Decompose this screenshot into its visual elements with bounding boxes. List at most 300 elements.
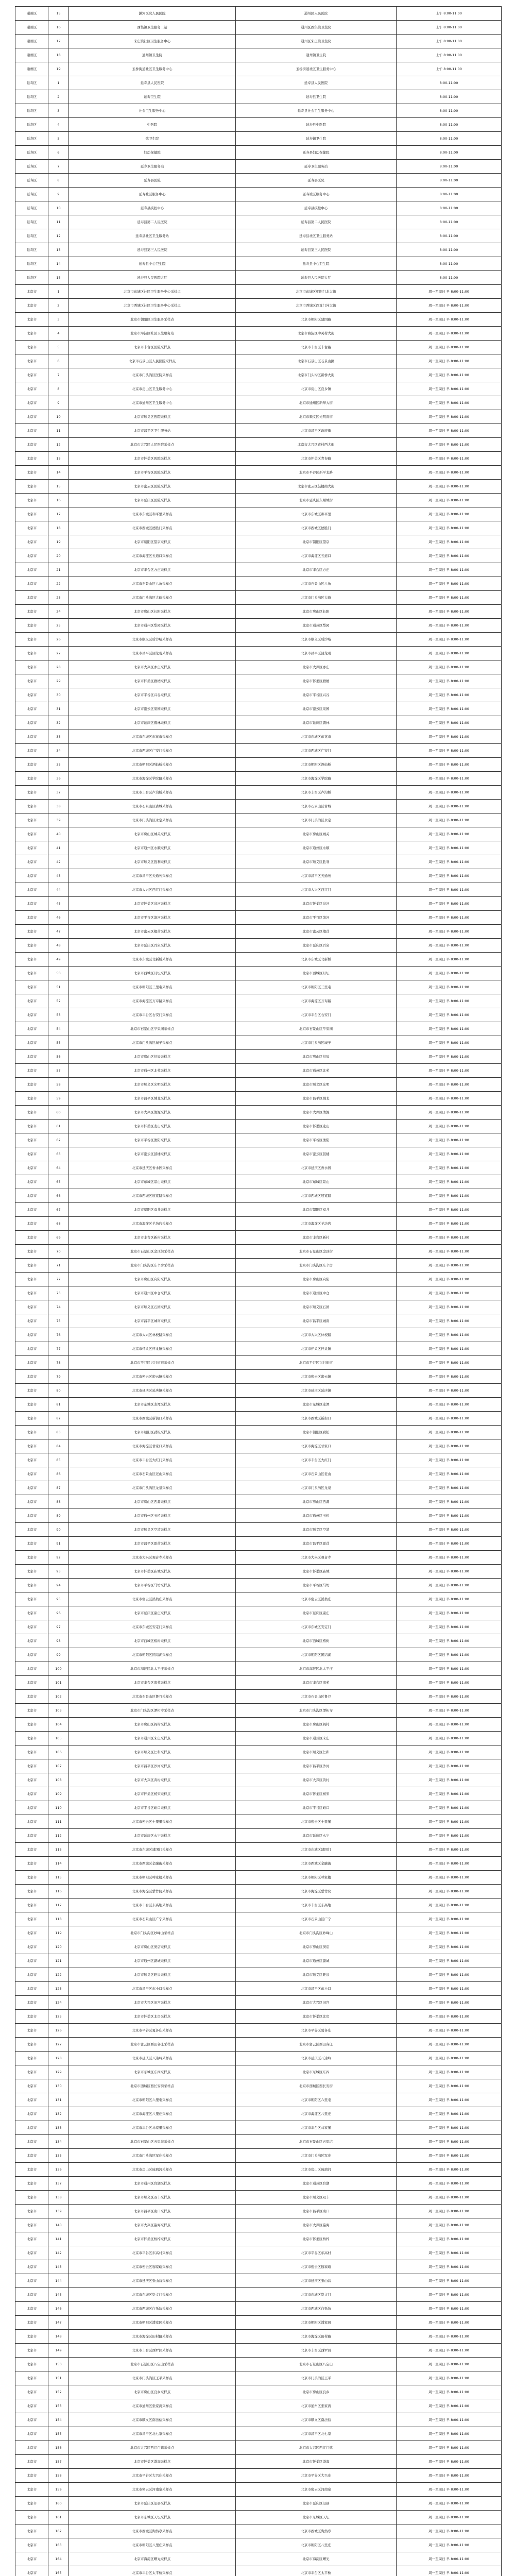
number-cell: 35 (48, 758, 69, 772)
hours-cell: 周一至周日 早 8:00-11:00 (397, 1370, 502, 1384)
hours-cell: 周一至周日 早 8:00-11:00 (397, 967, 502, 980)
district-cell: 北京市 (15, 1606, 48, 1620)
table-row (15, 980, 502, 994)
site-name-cell: 北京市海淀区万寿路采样点 (69, 994, 236, 1008)
table-row (15, 2399, 502, 2413)
district-cell: 北京市 (15, 1286, 48, 1300)
address-cell: 通州镇卫生院 (236, 48, 397, 62)
district-cell: 北京市 (15, 327, 48, 341)
address-cell: 北京市密云区鼓楼南大街 (236, 480, 397, 494)
number-cell: 3 (48, 104, 69, 118)
district-cell: 北京市 (15, 1203, 48, 1217)
district-cell: 北京市 (15, 2135, 48, 2149)
table-row (15, 1133, 502, 1147)
address-cell: 北京市通州区永顺 (236, 841, 397, 855)
number-cell: 100 (48, 1662, 69, 1676)
table-row (15, 2107, 502, 2121)
table-row (15, 1398, 502, 1412)
district-cell: 北京市 (15, 744, 48, 758)
district-cell: 北京市 (15, 1022, 48, 1036)
number-cell: 21 (48, 563, 69, 577)
address-cell: 北京市昌平区沙河 (236, 1759, 397, 1773)
site-name-cell: 北京市西城区金融街采样点 (69, 1857, 236, 1871)
address-cell: 北京市朝阳区望京 (236, 535, 397, 549)
site-name-cell: 北京市房山区城关采样点 (69, 827, 236, 841)
district-cell: 北京市 (15, 1300, 48, 1314)
table-row (15, 633, 502, 647)
hours-cell: 周一至周日 早 8:00-11:00 (397, 535, 502, 549)
hours-cell: 周一至周日 早 8:00-11:00 (397, 1203, 502, 1217)
hours-cell: 周一至周日 早 8:00-11:00 (397, 2330, 502, 2344)
hours-cell: 上午 8:00-11:00 (397, 48, 502, 62)
hours-cell: 周一至周日 早 8:00-11:00 (397, 2010, 502, 2024)
table-row (15, 368, 502, 382)
district-cell: 北京市 (15, 1829, 48, 1843)
address-cell: 北京市东城区龙潭 (236, 1398, 397, 1412)
number-cell: 124 (48, 1996, 69, 2010)
district-cell: 北京市 (15, 1773, 48, 1787)
number-cell: 138 (48, 2191, 69, 2205)
number-cell: 125 (48, 2010, 69, 2024)
number-cell: 31 (48, 702, 69, 716)
address-cell: 延寿镇卫生院 (236, 132, 397, 146)
district-cell: 北京市 (15, 2566, 48, 2576)
address-cell: 北京市门头沟区永定 (236, 814, 397, 827)
site-name-cell: 北京市西城区展览路采样点 (69, 1189, 236, 1203)
address-cell: 北京市朝阳区潘家园 (236, 2316, 397, 2330)
hours-cell: 周一至周日 早 8:00-11:00 (397, 1634, 502, 1648)
district-cell: 北京市 (15, 939, 48, 953)
address-cell: 北京市顺义区胜利 (236, 855, 397, 869)
address-cell: 北京市海淀区五道口 (236, 549, 397, 563)
number-cell: 52 (48, 994, 69, 1008)
table-row (15, 1787, 502, 1801)
district-cell: 北京市 (15, 1801, 48, 1815)
address-cell: 北京市门头沟区妙峰山 (236, 1926, 397, 1940)
site-name-cell: 北京市通州区梨园采样点 (69, 619, 236, 633)
number-cell: 163 (48, 2538, 69, 2552)
address-cell: 北京市西城区月坛 (236, 967, 397, 980)
address-cell: 北京市通州区梨园 (236, 619, 397, 633)
table-row (15, 1912, 502, 1926)
table-row (15, 591, 502, 605)
number-cell: 88 (48, 1495, 69, 1509)
number-cell: 126 (48, 2024, 69, 2038)
table-row (15, 396, 502, 410)
hours-cell: 周一至周日 早 8:00-11:00 (397, 1120, 502, 1133)
address-cell: 北京市平谷区马坊 (236, 1579, 397, 1592)
hours-cell: 周一至周日 早 8:00-11:00 (397, 2135, 502, 2149)
address-cell: 北京市房山区城关 (236, 827, 397, 841)
hours-cell: 周一至周日 早 8:00-11:00 (397, 396, 502, 410)
number-cell: 41 (48, 841, 69, 855)
number-cell: 137 (48, 2177, 69, 2191)
site-name-cell: 延寿县第三人民医院 (69, 243, 236, 257)
district-cell: 北京市 (15, 897, 48, 911)
table-row (15, 1954, 502, 1968)
table-row (15, 257, 502, 271)
district-cell: 北京市 (15, 800, 48, 814)
address-cell: 延寿县中心卫生院 (236, 257, 397, 271)
district-cell: 北京市 (15, 1050, 48, 1064)
district-cell: 北京市 (15, 1175, 48, 1189)
site-name-cell: 北京市门头沟区永定采样点 (69, 814, 236, 827)
number-cell: 39 (48, 814, 69, 827)
address-cell: 北京市东城区东花市 (236, 730, 397, 744)
table-row (15, 2511, 502, 2524)
address-cell: 北京市丰台区新村 (236, 1231, 397, 1245)
district-cell: 通州区 (15, 21, 48, 35)
table-row (15, 229, 502, 243)
district-cell: 北京市 (15, 827, 48, 841)
number-cell: 122 (48, 1968, 69, 1982)
table-row (15, 271, 502, 285)
number-cell: 11 (48, 215, 69, 229)
number-cell: 9 (48, 188, 69, 201)
site-name-cell: 北京市顺义区石园采样点 (69, 1300, 236, 1314)
number-cell: 71 (48, 1259, 69, 1273)
district-cell: 北京市 (15, 1398, 48, 1412)
site-name-cell: 北京市石景山区金顶街采样点 (69, 1245, 236, 1259)
table-row (15, 827, 502, 841)
hours-cell: 8:00-11:00 (397, 271, 502, 285)
address-cell: 北京市怀柔区龙山 (236, 1120, 397, 1133)
site-name-cell: 北京市昌平区沙河采样点 (69, 1759, 236, 1773)
site-name-cell: 北京市房山区琉璃河采样点 (69, 2163, 236, 2177)
hours-cell: 周一至周日 早 8:00-11:00 (397, 1245, 502, 1259)
district-cell: 北京市 (15, 953, 48, 967)
district-cell: 北京市 (15, 2497, 48, 2511)
district-cell: 北京市 (15, 2288, 48, 2302)
address-cell: 北京市东城区朝阳门北大街 (236, 285, 397, 299)
district-cell: 北京市 (15, 2274, 48, 2288)
hours-cell: 周一至周日 早 8:00-11:00 (397, 1662, 502, 1676)
number-cell: 9 (48, 396, 69, 410)
number-cell: 147 (48, 2316, 69, 2330)
number-cell: 98 (48, 1634, 69, 1648)
hours-cell: 周一至周日 早 8:00-11:00 (397, 1718, 502, 1732)
address-cell: 北京市丰台区马家堡 (236, 2121, 397, 2135)
address-cell: 北京市东城区天坛 (236, 2511, 397, 2524)
site-name-cell: 北京市朝阳区团结湖采样点 (69, 1648, 236, 1662)
hours-cell: 周一至周日 早 8:00-11:00 (397, 480, 502, 494)
table-row (15, 2038, 502, 2052)
number-cell: 155 (48, 2427, 69, 2441)
district-cell: 北京市 (15, 354, 48, 368)
site-name-cell: 北京市房山区良乡采样点 (69, 2385, 236, 2399)
hours-cell: 周一至周日 早 8:00-11:00 (397, 1954, 502, 1968)
district-cell: 延寿区 (15, 146, 48, 160)
district-cell: 通州区 (15, 35, 48, 48)
table-row (15, 1690, 502, 1704)
hours-cell: 周一至周日 早 8:00-11:00 (397, 869, 502, 883)
hours-cell: 周一至周日 早 8:00-11:00 (397, 2358, 502, 2371)
site-name-cell: 北京市东城区东花市采样点 (69, 730, 236, 744)
address-cell: 北京市昌平区城北 (236, 1092, 397, 1106)
site-name-cell: 北京市丰台区东高地采样点 (69, 1899, 236, 1912)
table-row (15, 911, 502, 925)
site-name-cell: 北京市密云区果园采样点 (69, 702, 236, 716)
district-cell: 北京市 (15, 2330, 48, 2344)
number-cell: 84 (48, 1439, 69, 1453)
site-name-cell: 北京市朝阳区呼家楼采样点 (69, 1871, 236, 1885)
address-cell: 北京市大兴区亦庄 (236, 660, 397, 674)
district-cell: 北京市 (15, 814, 48, 827)
district-cell: 北京市 (15, 1314, 48, 1328)
hours-cell: 周一至周日 早 8:00-11:00 (397, 2149, 502, 2163)
table-row (15, 1175, 502, 1189)
district-cell: 北京市 (15, 1342, 48, 1356)
table-row (15, 2497, 502, 2511)
address-cell: 北京市昌平区北七家 (236, 2427, 397, 2441)
number-cell: 143 (48, 2260, 69, 2274)
table-row (15, 1342, 502, 1356)
hours-cell: 周一至周日 早 8:00-11:00 (397, 494, 502, 507)
hours-cell: 周一至周日 早 8:00-11:00 (397, 354, 502, 368)
table-row (15, 1467, 502, 1481)
hours-cell: 周一至周日 早 8:00-11:00 (397, 786, 502, 800)
site-name-cell: 北京市昌平区城北采样点 (69, 1092, 236, 1106)
site-name-cell: 北京市密云区医院采样点 (69, 480, 236, 494)
site-name-cell: 北京市房山区卫生服务中心 (69, 382, 236, 396)
table-row (15, 1968, 502, 1982)
site-name-cell: 北京市昌平区城南采样点 (69, 1314, 236, 1328)
site-name-cell: 北京市丰台区卢沟桥采样点 (69, 786, 236, 800)
number-cell: 89 (48, 1509, 69, 1523)
district-cell: 北京市 (15, 285, 48, 299)
hours-cell: 周一至周日 早 8:00-11:00 (397, 1286, 502, 1300)
number-cell: 5 (48, 132, 69, 146)
district-cell: 北京市 (15, 1565, 48, 1579)
hours-cell: 周一至周日 早 8:00-11:00 (397, 841, 502, 855)
hours-cell: 周一至周日 早 8:00-11:00 (397, 1106, 502, 1120)
hours-cell: 周一至周日 早 8:00-11:00 (397, 1050, 502, 1064)
site-name-cell: 北京市石景山区八角采样点 (69, 577, 236, 591)
hours-cell: 周一至周日 早 8:00-11:00 (397, 1592, 502, 1606)
site-name-cell: 北京市石景山区五里坨采样点 (69, 2135, 236, 2149)
number-cell: 99 (48, 1648, 69, 1662)
table-row (15, 786, 502, 800)
hours-cell: 周一至周日 早 8:00-11:00 (397, 2093, 502, 2107)
hours-cell: 周一至周日 早 8:00-11:00 (397, 716, 502, 730)
number-cell: 48 (48, 939, 69, 953)
district-cell: 延寿区 (15, 132, 48, 146)
district-cell: 北京市 (15, 1120, 48, 1133)
hours-cell: 周一至周日 早 8:00-11:00 (397, 2205, 502, 2218)
site-name-cell: 北京市丰台区南苑采样点 (69, 1676, 236, 1690)
number-cell: 82 (48, 1412, 69, 1426)
district-cell: 北京市 (15, 299, 48, 313)
site-name-cell: 北京市海淀区五道口采样点 (69, 549, 236, 563)
hours-cell: 周一至周日 早 8:00-11:00 (397, 1008, 502, 1022)
site-name-cell: 北京市延庆区儒林采样点 (69, 716, 236, 730)
table-row (15, 1481, 502, 1495)
number-cell: 17 (48, 35, 69, 48)
number-cell: 42 (48, 855, 69, 869)
hours-cell: 周一至周日 早 8:00-11:00 (397, 1398, 502, 1412)
hours-cell: 周一至周日 早 8:00-11:00 (397, 2413, 502, 2427)
number-cell: 33 (48, 730, 69, 744)
table-row (15, 1579, 502, 1592)
address-cell: 通州区人民医院 (236, 7, 397, 21)
number-cell: 12 (48, 438, 69, 452)
district-cell: 北京市 (15, 716, 48, 730)
district-cell: 延寿区 (15, 174, 48, 188)
number-cell: 78 (48, 1356, 69, 1370)
hours-cell: 周一至周日 早 8:00-11:00 (397, 2511, 502, 2524)
site-name-cell: 中医院 (69, 118, 236, 132)
address-cell: 北京市房山区向阳 (236, 1273, 397, 1286)
address-cell: 北京市平谷区渔阳 (236, 1133, 397, 1147)
table-row (15, 2052, 502, 2065)
number-cell: 106 (48, 1745, 69, 1759)
address-cell: 延寿县人民医院 (236, 76, 397, 90)
site-name-cell: 北京市怀柔区渤海采样点 (69, 2455, 236, 2469)
number-cell: 151 (48, 2371, 69, 2385)
district-cell: 北京市 (15, 2469, 48, 2483)
number-cell: 15 (48, 480, 69, 494)
address-cell: 北京市延庆区儒林 (236, 716, 397, 730)
district-cell: 通州区 (15, 48, 48, 62)
district-cell: 北京市 (15, 2010, 48, 2024)
address-cell: 北京市东城区建国门 (236, 1843, 397, 1857)
hours-cell: 周一至周日 早 8:00-11:00 (397, 772, 502, 786)
district-cell: 北京市 (15, 2441, 48, 2455)
table-row (15, 1300, 502, 1314)
address-cell: 北京市平谷区滨河 (236, 911, 397, 925)
district-cell: 北京市 (15, 2205, 48, 2218)
hours-cell: 周一至周日 早 8:00-11:00 (397, 2065, 502, 2079)
district-cell: 北京市 (15, 1147, 48, 1161)
number-cell: 120 (48, 1940, 69, 1954)
hours-cell: 周一至周日 早 8:00-11:00 (397, 688, 502, 702)
address-cell: 北京市海淀区田村路 (236, 2330, 397, 2344)
site-name-cell: 北京市密云区十里堡采样点 (69, 1815, 236, 1829)
address-cell: 北京市大兴区清源 (236, 1106, 397, 1120)
table-row (15, 1286, 502, 1300)
site-name-cell: 北京市怀柔区医院采样点 (69, 452, 236, 466)
hours-cell: 周一至周日 早 8:00-11:00 (397, 1412, 502, 1426)
hours-cell: 周一至周日 早 8:00-11:00 (397, 1551, 502, 1565)
district-cell: 北京市 (15, 452, 48, 466)
table-row (15, 1606, 502, 1620)
number-cell: 81 (48, 1398, 69, 1412)
hours-cell: 周一至周日 早 8:00-11:00 (397, 1857, 502, 1871)
district-cell: 北京市 (15, 1857, 48, 1871)
site-name-cell: 北京市顺义区旺泉采样点 (69, 1968, 236, 1982)
table-row (15, 285, 502, 299)
hours-cell: 周一至周日 早 8:00-11:00 (397, 1133, 502, 1147)
table-row (15, 382, 502, 396)
number-cell: 142 (48, 2246, 69, 2260)
number-cell: 118 (48, 1912, 69, 1926)
address-cell: 北京市密云区穆家峪 (236, 2260, 397, 2274)
number-cell: 49 (48, 953, 69, 967)
address-cell: 北京市顺义区旺泉 (236, 1968, 397, 1982)
address-cell: 北京市房山区良乡 (236, 2385, 397, 2399)
district-cell: 北京市 (15, 1106, 48, 1120)
hours-cell: 周一至周日 早 8:00-11:00 (397, 1453, 502, 1467)
address-cell: 北京市怀柔区青春路 (236, 452, 397, 466)
address-cell: 北京市大兴区西红门 (236, 883, 397, 897)
address-cell: 北京市大兴区西红门镇 (236, 2441, 397, 2455)
hours-cell: 周一至周日 早 8:00-11:00 (397, 2260, 502, 2274)
table-row (15, 1940, 502, 1954)
hours-cell: 周一至周日 早 8:00-11:00 (397, 1871, 502, 1885)
number-cell: 161 (48, 2511, 69, 2524)
hours-cell: 周一至周日 早 8:00-11:00 (397, 1787, 502, 1801)
hours-cell: 周一至周日 早 8:00-11:00 (397, 507, 502, 521)
table-row (15, 1370, 502, 1384)
site-name-cell: 北京市大兴区亦庄采样点 (69, 660, 236, 674)
hours-cell: 周一至周日 早 8:00-11:00 (397, 424, 502, 438)
district-cell: 延寿区 (15, 271, 48, 285)
number-cell: 15 (48, 271, 69, 285)
hours-cell: 周一至周日 早 8:00-11:00 (397, 660, 502, 674)
table-row (15, 188, 502, 201)
table-row (15, 688, 502, 702)
number-cell: 27 (48, 647, 69, 660)
district-cell: 北京市 (15, 2413, 48, 2427)
site-name-cell: 北京市东城区崇文门采样点 (69, 2288, 236, 2302)
site-name-cell: 北京市门头沟区妙峰山采样点 (69, 1926, 236, 1940)
hours-cell: 周一至周日 早 8:00-11:00 (397, 1523, 502, 1537)
site-name-cell: 北京市石景山区八宝山采样点 (69, 2358, 236, 2371)
table-row (15, 1634, 502, 1648)
hours-cell: 周一至周日 早 8:00-11:00 (397, 1314, 502, 1328)
number-cell: 135 (48, 2149, 69, 2163)
site-name-cell: 北京市丰台区方庄采样点 (69, 563, 236, 577)
hours-cell: 周一至周日 早 8:00-11:00 (397, 883, 502, 897)
hours-cell: 8:00-11:00 (397, 201, 502, 215)
address-cell: 延寿县社会卫生服务中心 (236, 104, 397, 118)
hours-cell: 周一至周日 早 8:00-11:00 (397, 299, 502, 313)
address-cell: 北京市房山区良乡镇 (236, 382, 397, 396)
site-name-cell: 北京市门头沟区城子采样点 (69, 1036, 236, 1050)
district-cell: 通州区 (15, 62, 48, 76)
address-cell: 北京市大兴区瀛海 (236, 2218, 397, 2232)
number-cell: 43 (48, 869, 69, 883)
table-row (15, 1495, 502, 1509)
table-row (15, 1008, 502, 1022)
address-cell: 北京市昌平区城南 (236, 1314, 397, 1328)
table-row (15, 1648, 502, 1662)
table-row (15, 2385, 502, 2399)
hours-cell: 周一至周日 早 8:00-11:00 (397, 1648, 502, 1662)
district-cell: 北京市 (15, 1968, 48, 1982)
site-name-cell: 北京市海淀区羊坊店采样点 (69, 1217, 236, 1231)
site-name-cell: 北京市密云区西田各庄采样点 (69, 2038, 236, 2052)
site-name-cell: 北京市怀柔区龙山采样点 (69, 1120, 236, 1133)
hours-cell: 周一至周日 早 8:00-11:00 (397, 1189, 502, 1203)
table-row (15, 521, 502, 535)
table-row (15, 2413, 502, 2427)
district-cell: 北京市 (15, 2246, 48, 2260)
hours-cell: 周一至周日 早 8:00-11:00 (397, 1036, 502, 1050)
district-cell: 北京市 (15, 1648, 48, 1662)
district-cell: 北京市 (15, 591, 48, 605)
address-cell: 北京市顺义区南法信 (236, 2413, 397, 2427)
table-row (15, 1745, 502, 1759)
table-row (15, 2483, 502, 2497)
number-cell: 36 (48, 772, 69, 786)
table-row (15, 1022, 502, 1036)
address-cell: 北京市怀柔区渤海 (236, 2455, 397, 2469)
district-cell: 北京市 (15, 994, 48, 1008)
site-name-cell: 北京市顺义区仁和采样点 (69, 1745, 236, 1759)
site-name-cell: 北京市平谷区东高村采样点 (69, 2246, 236, 2260)
table-row (15, 118, 502, 132)
